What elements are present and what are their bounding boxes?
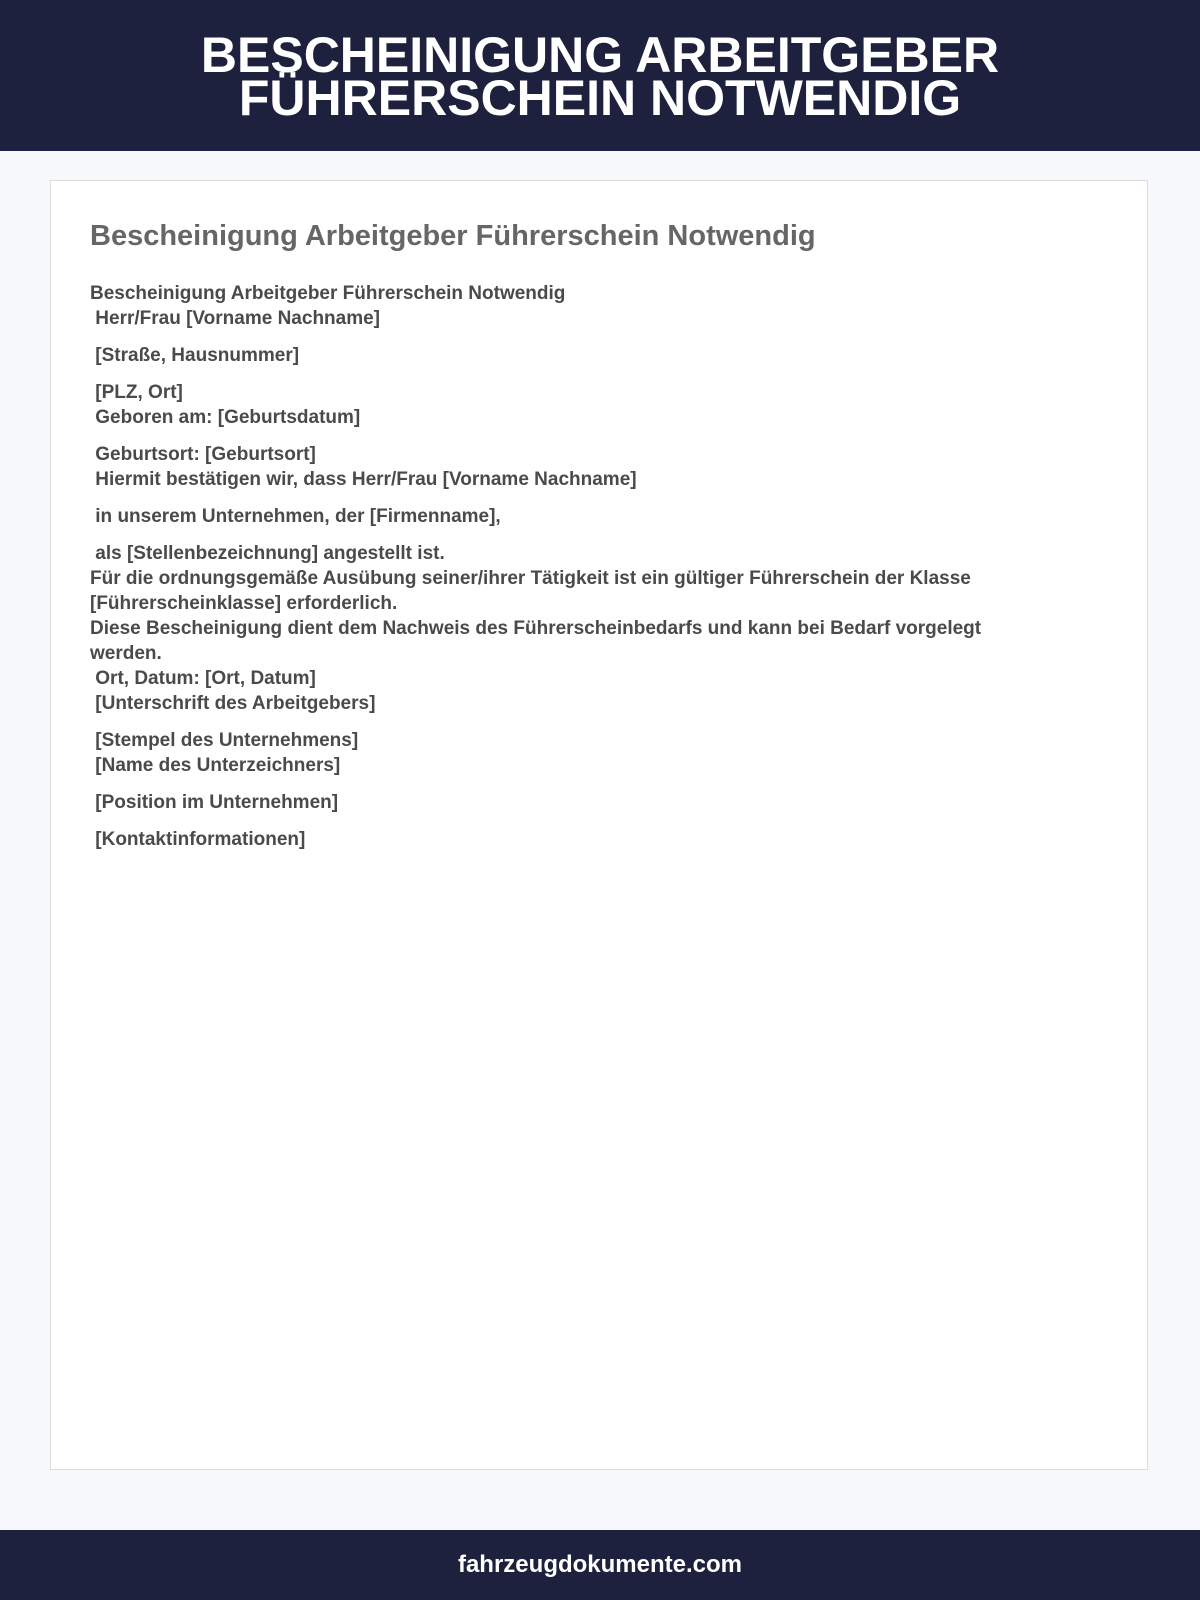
page-title: BESCHEINIGUNG ARBEITGEBER FÜHRERSCHEIN NOTWENDIG bbox=[200, 26, 1000, 126]
document-line: Für die ordnungsgemäße Ausübung seiner/ihrer Tätigkeit ist ein gültiger Führerschein der Klasse [Führerscheinklasse] erforderlich. bbox=[90, 568, 977, 614]
document-line: [Straße, Hausnummer] bbox=[90, 345, 300, 366]
document-line: Hiermit bestätigen wir, dass Herr/Frau [Vorname Nachname] bbox=[90, 469, 637, 490]
document-line: Diese Bescheinigung dient dem Nachweis des Führerscheinbedarfs und kann bei Bedarf vorgelegt werden. bbox=[90, 618, 987, 664]
page-header bbox=[0, 0, 1200, 151]
footer-site-name: fahrzeugdokumente.com bbox=[457, 1551, 743, 1578]
document-line: als [Stellenbezeichnung] angestellt ist. bbox=[90, 543, 445, 564]
document-line: Ort, Datum: [Ort, Datum] bbox=[90, 668, 316, 689]
document-line: Bescheinigung Arbeitgeber Führerschein Notwendig bbox=[90, 283, 566, 304]
document-card bbox=[50, 180, 1148, 1470]
document-line: in unserem Unternehmen, der [Firmenname], bbox=[90, 506, 501, 527]
document-line: [PLZ, Ort] bbox=[90, 382, 183, 403]
document-line: [Unterschrift des Arbeitgebers] bbox=[90, 693, 376, 714]
document-body bbox=[90, 281, 1030, 852]
document-line: [Position im Unternehmen] bbox=[90, 792, 339, 813]
document-line: [Stempel des Unternehmens] bbox=[90, 730, 359, 751]
document-heading: Bescheinigung Arbeitgeber Führerschein Notwendig bbox=[90, 220, 816, 252]
document-line: Herr/Frau [Vorname Nachname] bbox=[90, 308, 381, 329]
document-line: Geboren am: [Geburtsdatum] bbox=[90, 407, 361, 428]
page-footer bbox=[0, 1530, 1200, 1600]
document-line: [Name des Unterzeichners] bbox=[90, 755, 341, 776]
document-line: [Kontaktinformationen] bbox=[90, 829, 306, 850]
document-line: Geburtsort: [Geburtsort] bbox=[90, 444, 316, 465]
